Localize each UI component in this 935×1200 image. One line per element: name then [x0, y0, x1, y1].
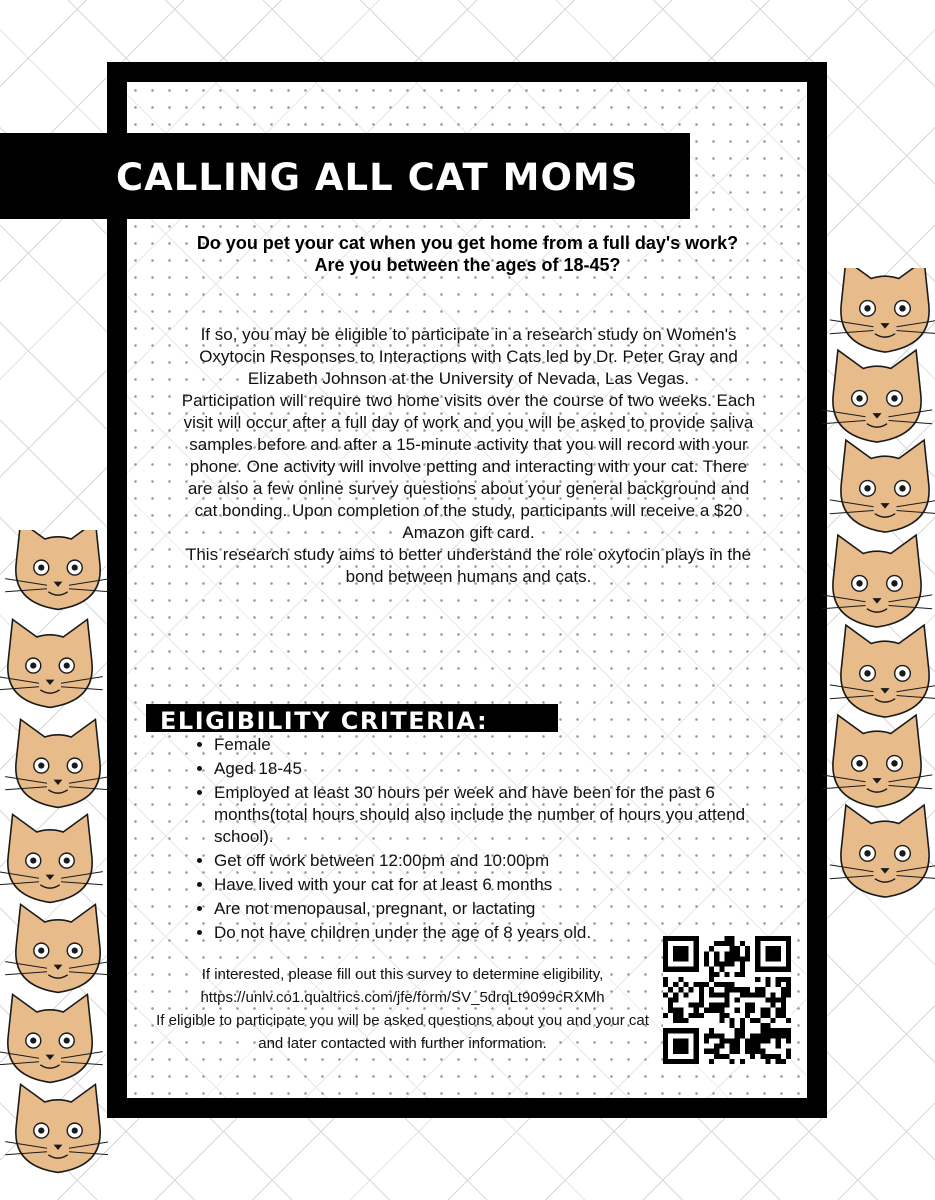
eligibility-list	[190, 734, 784, 946]
cat-face-icon	[830, 805, 935, 897]
cat-illustrations-left	[0, 530, 108, 1200]
description-paragraph: Participation will require two home visits over the course of two weeks. Each visit will occur after a full day of work and you will be asked to provide saliva samples before and after a 15-minute activity that you will record with your phone. One activity will involve petting and interacting with your cat. There are also a few online survey questions about your general background and cat bonding. Upon completion of the study, participants will receive a $20 Amazon gift card.	[181, 391, 756, 542]
list-item: • Female	[214, 734, 784, 756]
eligibility-heading: ELIGIBILITY CRITERIA:	[146, 704, 558, 732]
cat-face-icon	[830, 625, 935, 717]
contact-intro: If interested, please fill out this survey to determine eligibility,	[201, 966, 604, 983]
survey-link[interactable]: https://unlv.co1.qualtrics.com/jfe/form/SV_5drqLt9099cRXMh	[200, 989, 605, 1006]
qr-code-icon[interactable]	[663, 936, 791, 1064]
cat-face-icon	[5, 904, 108, 992]
cat-face-icon	[0, 530, 108, 1200]
description-paragraph: If so, you may be eligible to participate in a research study on Women's Oxytocin Responses to Interactions with Cats led by Dr. Peter Gray and Elizabeth Johnson at the University of Nevada, Las Vegas.	[199, 325, 738, 388]
list-item: • Have lived with your cat for at least 6 months	[214, 874, 784, 896]
cat-face-icon	[5, 530, 108, 609]
question-2: Are you between the ages of 18-45?	[314, 255, 621, 275]
cat-face-icon	[830, 440, 935, 532]
cat-face-icon	[5, 1084, 108, 1172]
question-1: Do you pet your cat when you get home from a full day's work?	[196, 233, 739, 253]
cat-face-icon	[0, 619, 103, 707]
cat-face-icon	[5, 719, 108, 807]
cat-face-icon	[830, 268, 935, 352]
cat-face-icon	[822, 350, 932, 442]
intro-questions	[175, 232, 760, 276]
description-paragraph: This research study aims to better understand the role oxytocin plays in the bond between humans and cats.	[185, 545, 752, 586]
page-title: CALLING ALL CAT MOMS	[0, 133, 690, 219]
cat-illustrations-right	[815, 268, 935, 958]
cat-face-icon	[815, 268, 935, 958]
list-item: • Get off work between 12:00pm and 10:00pm	[214, 850, 784, 872]
cat-face-icon	[0, 994, 103, 1082]
list-item: • Employed at least 30 hours per week and have been for the past 6 months(total hours should also include the number of hours you attend school).	[214, 782, 784, 848]
study-description	[180, 324, 757, 588]
cat-face-icon	[822, 535, 932, 627]
contact-info	[150, 963, 655, 1055]
list-item: • Are not menopausal, pregnant, or lactating	[214, 898, 784, 920]
cat-face-icon	[822, 715, 932, 807]
list-item: • Do not have children under the age of 8 years old.	[214, 922, 784, 944]
contact-followup: If eligible to participate you will be asked questions about you and your cat and later contacted with further information.	[156, 1012, 649, 1052]
cat-face-icon	[0, 814, 103, 902]
list-item: • Aged 18-45	[214, 758, 784, 780]
